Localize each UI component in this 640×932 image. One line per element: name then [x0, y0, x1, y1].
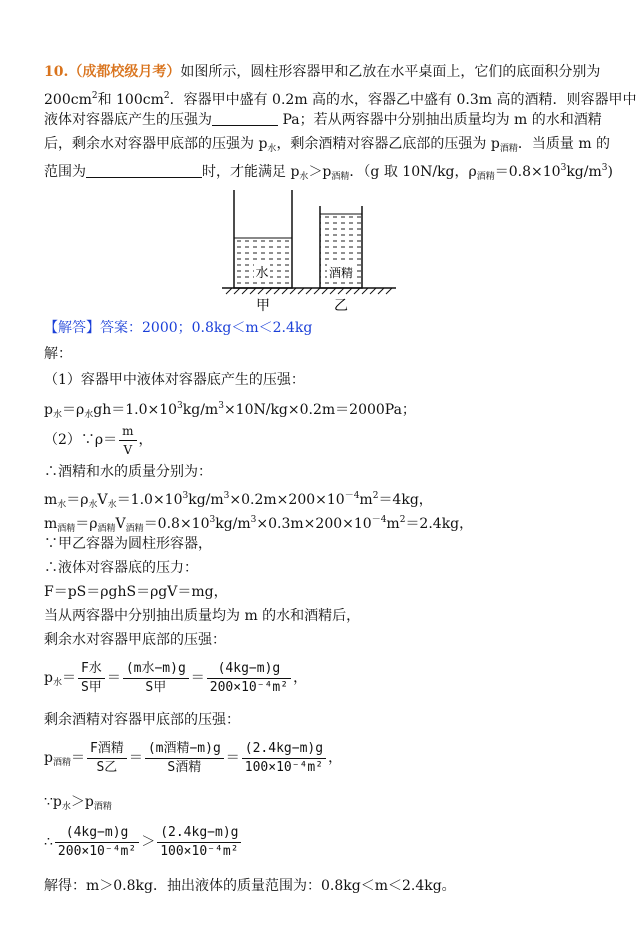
sup: 3 — [209, 515, 216, 525]
problem-number: 10. — [44, 64, 69, 80]
label-jia: 甲 — [256, 297, 270, 313]
answer-line — [44, 318, 312, 338]
sup: 2 — [91, 91, 98, 101]
den: S酒精 — [145, 758, 224, 777]
den: S甲 — [123, 678, 189, 697]
sub: 酒精 — [57, 524, 76, 534]
answer-blank-1 — [212, 111, 278, 126]
containers-figure — [220, 190, 400, 316]
text: ＝1.0×10 — [116, 492, 183, 508]
text: ， — [138, 432, 153, 448]
text: kg/m — [566, 164, 602, 180]
text: kg/m — [215, 516, 251, 532]
answer-text: 答案：2000；0.8kg＜m＜2.4kg — [100, 320, 313, 336]
greater-than: ＞ — [141, 834, 156, 850]
text: （2）∵ρ＝ — [44, 432, 118, 448]
fraction — [55, 824, 139, 861]
label-alcohol: 酒精 — [328, 266, 354, 280]
text: 和 100cm — [97, 92, 164, 108]
sub: 水 — [57, 500, 67, 510]
sub: 酒精 — [97, 524, 116, 534]
text: 后，剩余水对容器甲底部的压强为 p — [44, 136, 268, 152]
num: (m水−m)g — [125, 660, 186, 676]
text: 液体对容器底产生的压强为 — [44, 112, 212, 128]
sup: 3 — [250, 515, 257, 525]
therefore: ∴ — [44, 834, 53, 850]
text: ＝2.4kg， — [405, 516, 474, 532]
den: 200×10⁻⁴m² — [55, 842, 139, 861]
solution-step-4: ∴酒精和水的质量分别为： — [44, 464, 212, 480]
solution-step-12: 剩余酒精对容器甲底部的压强： — [44, 712, 240, 728]
sup: －4 — [371, 515, 387, 525]
fraction — [123, 660, 189, 697]
text: ＝ρ — [61, 402, 85, 418]
num: F水 — [80, 660, 102, 676]
text: p — [44, 670, 53, 686]
sup: 3 — [182, 491, 189, 501]
fraction-m-over-v — [119, 422, 136, 459]
fraction — [87, 740, 127, 777]
text: ＝4kg， — [378, 492, 433, 508]
text: ＞p — [70, 794, 94, 810]
solution-step-13 — [44, 792, 112, 817]
text: ＝0.8×10 — [494, 164, 561, 180]
text: Pa；若从两容器中分别抽出质量均为 m 的水和酒精 — [278, 112, 602, 128]
sup: 2 — [399, 515, 406, 525]
formula-p-alcohol — [44, 734, 342, 787]
sub: 酒精 — [499, 144, 518, 154]
den: 100×10⁻⁴m² — [157, 842, 241, 861]
text: m — [44, 516, 58, 532]
solution-step-11: 剩余水对容器甲底部的压强： — [44, 632, 226, 648]
formula-inequality — [44, 818, 243, 866]
equals: ＝ — [128, 750, 143, 766]
sub: 酒精 — [476, 172, 495, 182]
sub: 水 — [267, 144, 277, 154]
problem-source: （成都校级月考） — [68, 64, 181, 80]
sub: 酒精 — [331, 172, 350, 182]
label-yi: 乙 — [334, 297, 348, 313]
sub: 水 — [107, 500, 117, 510]
equals: ＝ — [106, 670, 121, 686]
label-water: 水 — [255, 265, 269, 280]
num: F酒精 — [89, 740, 124, 756]
sup: 3 — [560, 163, 567, 173]
text: p — [44, 402, 53, 418]
sup: 3 — [223, 491, 230, 501]
den: V — [119, 440, 136, 459]
num: (2.4kg−m)g — [160, 824, 239, 840]
sub: 水 — [52, 410, 62, 420]
solution-step-8: ∴液体对容器底的压力： — [44, 560, 198, 576]
text: kg/m — [188, 492, 224, 508]
num: (4kg−m)g — [217, 660, 281, 676]
solution-step-9: F＝pS＝ρghS＝ρgV＝mg， — [44, 584, 228, 600]
fraction — [242, 740, 326, 777]
sub: 酒精 — [125, 524, 144, 534]
text: V — [115, 516, 126, 532]
sup: 2 — [372, 491, 379, 501]
equals: ＝ — [190, 670, 205, 686]
solution-conclusion: 解得：m＞0.8kg．抽出液体的质量范围为：0.8kg＜m＜2.4kg。 — [44, 878, 456, 894]
solution-step-1: （1）容器甲中液体对容器底产生的压强： — [44, 372, 305, 388]
text: ，剩余酒精对容器乙底部的压强为 p — [276, 136, 500, 152]
problem-line-5: 范围为 时，才能满足 $p_水>p_{酒精}$．（g 取 10N/kg，$\rho_{酒精}=0.8\times 10^3kg/m^3$) — [44, 163, 613, 182]
answer-tag: 【解答】 — [44, 320, 100, 336]
ground-hatch — [226, 288, 392, 294]
text: ×0.3m×200×10 — [256, 516, 372, 532]
text: ×10N/kg×0.2m＝2000Pa； — [223, 402, 416, 418]
num: m — [122, 423, 134, 438]
text: m — [386, 516, 400, 532]
comma: ， — [293, 670, 308, 686]
answer-blank-2 — [86, 163, 202, 178]
problem-line-2 — [44, 86, 637, 110]
sup: 3 — [601, 163, 608, 173]
problem-line-1 — [44, 62, 600, 82]
text: ．（g 取 10N/kg，ρ — [349, 164, 477, 180]
sub: 水 — [84, 410, 94, 420]
solution-step-10: 当从两容器中分别抽出质量均为 m 的水和酒精后， — [44, 608, 361, 624]
text: 时，才能满足 p — [202, 164, 300, 180]
den: 200×10⁻⁴m² — [207, 678, 291, 697]
fraction — [145, 740, 224, 777]
sub: 水 — [88, 500, 98, 510]
text: m — [44, 492, 58, 508]
text: ×0.2m×200×10 — [229, 492, 345, 508]
solution-intro: 解： — [44, 346, 72, 362]
solution-step-3 — [44, 420, 153, 460]
fraction — [157, 824, 241, 861]
text: ．当质量 m 的 — [517, 136, 611, 152]
text: m — [359, 492, 373, 508]
text: V — [97, 492, 108, 508]
fraction — [207, 660, 291, 697]
num: (4kg−m)g — [65, 824, 129, 840]
sub: 酒精 — [52, 758, 71, 768]
equals: ＝ — [70, 750, 85, 766]
fraction — [78, 660, 105, 697]
text: ∵p — [44, 794, 62, 810]
text: ＝ρ — [75, 516, 98, 532]
problem-line-3 — [44, 110, 602, 130]
sub: 水 — [52, 678, 62, 688]
problem-line-4 — [44, 134, 610, 159]
sup: 3 — [177, 401, 183, 411]
text: p — [44, 750, 53, 766]
comma: ， — [328, 750, 343, 766]
text: kg/m — [182, 402, 219, 418]
sup: －4 — [344, 491, 360, 501]
text: gh＝1.0×10 — [93, 402, 178, 418]
num: (m酒精−m)g — [147, 740, 221, 756]
sup: 2 — [163, 91, 170, 101]
sub: 水 — [61, 802, 71, 812]
den: S甲 — [78, 678, 105, 697]
den: 100×10⁻⁴m² — [242, 758, 326, 777]
problem-text: 如图所示，圆柱形容器甲和乙放在水平桌面上，它们的底面积分别为 — [180, 64, 601, 80]
text: 200cm — [44, 92, 92, 108]
text: ＝0.8×10 — [143, 516, 210, 532]
solution-step-7: ∵甲乙容器为圆柱形容器， — [44, 536, 212, 552]
sub: 酒精 — [93, 802, 112, 812]
text: ＝ρ — [66, 492, 89, 508]
text: 范围为 — [44, 164, 86, 180]
num: (2.4kg−m)g — [244, 740, 324, 756]
den: S乙 — [87, 758, 127, 777]
formula-p-water — [44, 654, 307, 707]
equals: ＝ — [61, 670, 76, 686]
text: ＞p — [308, 164, 332, 180]
sup: 3 — [218, 401, 224, 411]
text: ．容器甲中盛有 0.2m 高的水，容器乙中盛有 0.3m 高的酒精．则容器甲中 — [169, 92, 637, 108]
equals: ＝ — [225, 750, 240, 766]
sub: 水 — [299, 172, 309, 182]
water-liquid — [234, 238, 292, 288]
